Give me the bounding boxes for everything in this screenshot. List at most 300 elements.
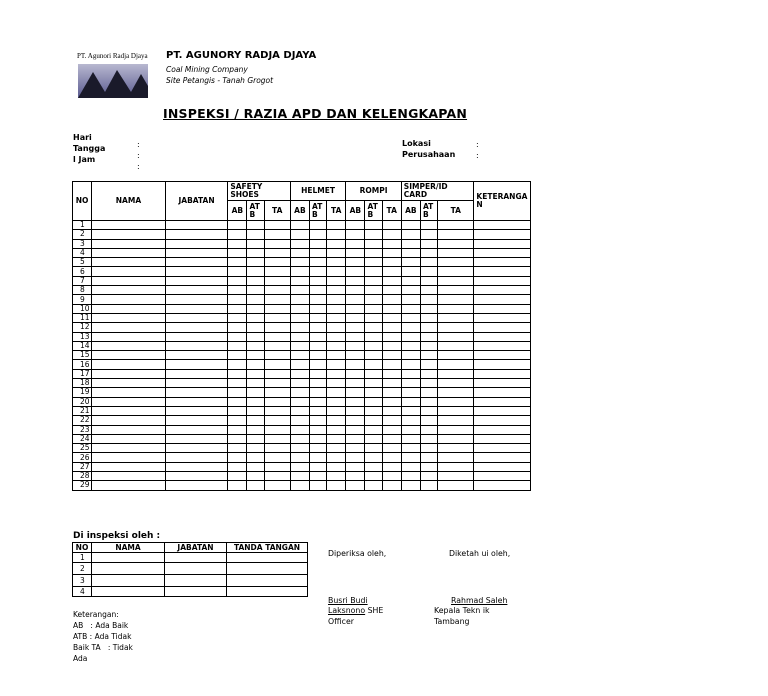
table-cell[interactable] [92,221,166,230]
table-cell[interactable] [92,304,166,313]
table-cell[interactable] [92,416,166,425]
table-cell[interactable] [346,286,365,295]
table-cell[interactable] [420,313,437,322]
table-cell[interactable] [310,351,327,360]
table-cell[interactable] [382,313,401,322]
table-cell[interactable] [438,267,474,276]
table-cell[interactable] [365,462,382,471]
table-cell[interactable] [474,276,531,285]
table-cell[interactable] [310,434,327,443]
table-cell[interactable] [310,323,327,332]
table-cell[interactable] [346,313,365,322]
table-cell[interactable] [438,230,474,239]
table-cell[interactable] [365,295,382,304]
table-cell[interactable] [165,248,228,257]
table-cell[interactable] [290,221,309,230]
table-cell[interactable] [92,286,166,295]
table-cell[interactable] [438,304,474,313]
table-cell[interactable] [401,434,420,443]
table-cell[interactable] [290,416,309,425]
table-cell[interactable] [401,388,420,397]
table-cell[interactable] [474,341,531,350]
table-cell[interactable] [438,276,474,285]
table-cell[interactable] [264,481,290,490]
table-cell[interactable] [228,351,247,360]
table-cell[interactable] [382,286,401,295]
table-cell[interactable] [290,360,309,369]
table-cell[interactable] [310,369,327,378]
table-cell[interactable] [228,481,247,490]
table-cell[interactable] [382,379,401,388]
table-cell[interactable] [401,444,420,453]
table-cell[interactable] [228,221,247,230]
table-cell[interactable] [365,239,382,248]
table-cell[interactable] [290,295,309,304]
table-cell[interactable] [420,472,437,481]
table-cell[interactable] [365,388,382,397]
table-cell[interactable] [228,323,247,332]
table-cell[interactable] [346,434,365,443]
table-cell[interactable] [290,286,309,295]
inspector-cell[interactable] [92,553,165,563]
table-cell[interactable] [401,221,420,230]
table-cell[interactable] [247,425,264,434]
table-cell[interactable] [346,221,365,230]
table-cell[interactable] [264,453,290,462]
table-cell[interactable] [228,444,247,453]
table-cell[interactable] [401,332,420,341]
table-cell[interactable] [401,239,420,248]
table-cell[interactable] [346,388,365,397]
table-cell[interactable] [310,444,327,453]
table-cell[interactable] [92,462,166,471]
table-cell[interactable] [382,434,401,443]
table-cell[interactable] [382,360,401,369]
table-cell[interactable] [327,323,346,332]
table-cell[interactable] [310,462,327,471]
table-cell[interactable] [474,323,531,332]
table-cell[interactable] [327,313,346,322]
table-cell[interactable] [165,397,228,406]
table-cell[interactable] [247,258,264,267]
table-cell[interactable] [346,276,365,285]
table-cell[interactable] [92,481,166,490]
table-cell[interactable] [247,230,264,239]
table-cell[interactable] [474,295,531,304]
inspector-cell[interactable] [227,553,308,563]
table-cell[interactable] [474,481,531,490]
table-cell[interactable] [438,221,474,230]
table-cell[interactable] [264,230,290,239]
table-cell[interactable] [165,267,228,276]
table-cell[interactable] [438,397,474,406]
table-cell[interactable] [401,341,420,350]
table-cell[interactable] [290,276,309,285]
table-cell[interactable] [165,406,228,415]
table-cell[interactable] [474,248,531,257]
table-cell[interactable] [365,258,382,267]
table-cell[interactable] [165,295,228,304]
table-cell[interactable] [474,397,531,406]
table-cell[interactable] [310,248,327,257]
table-cell[interactable] [290,425,309,434]
table-cell[interactable] [438,323,474,332]
table-cell[interactable] [438,360,474,369]
table-cell[interactable] [420,248,437,257]
table-cell[interactable] [438,239,474,248]
table-cell[interactable] [264,434,290,443]
table-cell[interactable] [92,434,166,443]
table-cell[interactable] [310,230,327,239]
table-cell[interactable] [474,472,531,481]
table-cell[interactable] [310,481,327,490]
table-cell[interactable] [365,351,382,360]
table-cell[interactable] [401,230,420,239]
inspector-cell[interactable] [165,563,227,575]
table-cell[interactable] [327,351,346,360]
table-cell[interactable] [92,379,166,388]
table-cell[interactable] [346,239,365,248]
table-cell[interactable] [382,267,401,276]
table-cell[interactable] [228,379,247,388]
table-cell[interactable] [327,388,346,397]
table-cell[interactable] [474,267,531,276]
table-cell[interactable] [420,416,437,425]
table-cell[interactable] [346,267,365,276]
table-cell[interactable] [165,351,228,360]
table-cell[interactable] [382,323,401,332]
table-cell[interactable] [401,248,420,257]
table-cell[interactable] [247,416,264,425]
table-cell[interactable] [264,258,290,267]
table-cell[interactable] [228,276,247,285]
table-cell[interactable] [346,341,365,350]
table-cell[interactable] [382,388,401,397]
table-cell[interactable] [228,416,247,425]
table-cell[interactable] [264,221,290,230]
table-cell[interactable] [438,472,474,481]
table-cell[interactable] [346,416,365,425]
table-cell[interactable] [401,379,420,388]
table-cell[interactable] [438,425,474,434]
table-cell[interactable] [92,444,166,453]
table-cell[interactable] [365,304,382,313]
table-cell[interactable] [247,472,264,481]
table-cell[interactable] [420,453,437,462]
table-cell[interactable] [247,351,264,360]
table-cell[interactable] [327,295,346,304]
table-cell[interactable] [420,425,437,434]
table-cell[interactable] [247,239,264,248]
table-cell[interactable] [228,453,247,462]
table-cell[interactable] [365,221,382,230]
table-cell[interactable] [474,351,531,360]
table-cell[interactable] [365,276,382,285]
table-cell[interactable] [247,332,264,341]
table-cell[interactable] [247,341,264,350]
table-cell[interactable] [165,313,228,322]
table-cell[interactable] [474,239,531,248]
table-cell[interactable] [228,258,247,267]
table-cell[interactable] [247,221,264,230]
table-cell[interactable] [247,276,264,285]
table-cell[interactable] [264,295,290,304]
table-cell[interactable] [474,425,531,434]
table-cell[interactable] [310,258,327,267]
table-cell[interactable] [92,388,166,397]
table-cell[interactable] [401,313,420,322]
table-cell[interactable] [346,425,365,434]
table-cell[interactable] [290,230,309,239]
inspector-cell[interactable] [165,553,227,563]
table-cell[interactable] [290,313,309,322]
table-cell[interactable] [474,221,531,230]
table-cell[interactable] [365,397,382,406]
table-cell[interactable] [228,434,247,443]
table-cell[interactable] [264,267,290,276]
table-cell[interactable] [264,472,290,481]
table-cell[interactable] [382,425,401,434]
table-cell[interactable] [365,341,382,350]
table-cell[interactable] [92,248,166,257]
table-cell[interactable] [247,304,264,313]
table-cell[interactable] [165,230,228,239]
table-cell[interactable] [165,304,228,313]
table-cell[interactable] [382,332,401,341]
table-cell[interactable] [310,295,327,304]
table-cell[interactable] [474,453,531,462]
table-cell[interactable] [310,453,327,462]
table-cell[interactable] [264,276,290,285]
table-cell[interactable] [401,481,420,490]
table-cell[interactable] [165,434,228,443]
table-cell[interactable] [401,323,420,332]
table-cell[interactable] [401,425,420,434]
table-cell[interactable] [346,230,365,239]
table-cell[interactable] [420,295,437,304]
table-cell[interactable] [382,239,401,248]
table-cell[interactable] [247,406,264,415]
table-cell[interactable] [165,425,228,434]
table-cell[interactable] [165,462,228,471]
table-cell[interactable] [382,351,401,360]
table-cell[interactable] [228,248,247,257]
table-cell[interactable] [290,258,309,267]
table-cell[interactable] [346,397,365,406]
table-cell[interactable] [346,444,365,453]
table-cell[interactable] [346,379,365,388]
table-cell[interactable] [401,453,420,462]
table-cell[interactable] [474,313,531,322]
table-cell[interactable] [346,360,365,369]
table-cell[interactable] [247,462,264,471]
table-cell[interactable] [165,221,228,230]
table-cell[interactable] [264,313,290,322]
table-cell[interactable] [165,341,228,350]
table-cell[interactable] [382,481,401,490]
table-cell[interactable] [92,230,166,239]
table-cell[interactable] [327,444,346,453]
table-cell[interactable] [438,481,474,490]
table-cell[interactable] [92,472,166,481]
inspector-cell[interactable] [92,587,165,597]
inspector-cell[interactable] [165,575,227,587]
table-cell[interactable] [346,481,365,490]
table-cell[interactable] [247,481,264,490]
table-cell[interactable] [327,416,346,425]
table-cell[interactable] [247,379,264,388]
table-cell[interactable] [264,248,290,257]
table-cell[interactable] [264,462,290,471]
table-cell[interactable] [327,453,346,462]
table-cell[interactable] [438,434,474,443]
table-cell[interactable] [247,360,264,369]
table-cell[interactable] [420,332,437,341]
table-cell[interactable] [382,472,401,481]
table-cell[interactable] [438,406,474,415]
table-cell[interactable] [438,444,474,453]
table-cell[interactable] [247,397,264,406]
table-cell[interactable] [228,397,247,406]
table-cell[interactable] [165,388,228,397]
table-cell[interactable] [228,462,247,471]
table-cell[interactable] [346,406,365,415]
table-cell[interactable] [474,332,531,341]
table-cell[interactable] [401,369,420,378]
table-cell[interactable] [382,295,401,304]
table-cell[interactable] [420,481,437,490]
table-cell[interactable] [365,323,382,332]
table-cell[interactable] [264,444,290,453]
table-cell[interactable] [438,369,474,378]
table-cell[interactable] [346,295,365,304]
table-cell[interactable] [247,323,264,332]
table-cell[interactable] [420,406,437,415]
table-cell[interactable] [438,313,474,322]
table-cell[interactable] [92,425,166,434]
table-cell[interactable] [165,379,228,388]
table-cell[interactable] [247,369,264,378]
table-cell[interactable] [228,230,247,239]
table-cell[interactable] [228,341,247,350]
table-cell[interactable] [310,406,327,415]
table-cell[interactable] [346,462,365,471]
table-cell[interactable] [165,453,228,462]
table-cell[interactable] [228,304,247,313]
table-cell[interactable] [247,248,264,257]
table-cell[interactable] [264,304,290,313]
table-cell[interactable] [401,360,420,369]
table-cell[interactable] [401,406,420,415]
table-cell[interactable] [247,286,264,295]
table-cell[interactable] [327,369,346,378]
table-cell[interactable] [310,416,327,425]
table-cell[interactable] [264,286,290,295]
table-cell[interactable] [310,221,327,230]
table-cell[interactable] [165,369,228,378]
table-cell[interactable] [474,258,531,267]
table-cell[interactable] [438,351,474,360]
table-cell[interactable] [310,379,327,388]
table-cell[interactable] [92,313,166,322]
table-cell[interactable] [401,286,420,295]
table-cell[interactable] [365,406,382,415]
table-cell[interactable] [327,248,346,257]
table-cell[interactable] [228,239,247,248]
table-cell[interactable] [165,416,228,425]
table-cell[interactable] [438,248,474,257]
table-cell[interactable] [420,379,437,388]
table-cell[interactable] [165,258,228,267]
table-cell[interactable] [92,406,166,415]
table-cell[interactable] [382,462,401,471]
table-cell[interactable] [310,472,327,481]
table-cell[interactable] [346,323,365,332]
table-cell[interactable] [92,369,166,378]
table-cell[interactable] [165,481,228,490]
table-cell[interactable] [346,248,365,257]
table-cell[interactable] [290,332,309,341]
table-cell[interactable] [264,406,290,415]
table-cell[interactable] [401,304,420,313]
inspector-cell[interactable] [227,563,308,575]
table-cell[interactable] [92,351,166,360]
table-cell[interactable] [92,360,166,369]
table-cell[interactable] [165,286,228,295]
table-cell[interactable] [420,323,437,332]
table-cell[interactable] [92,295,166,304]
table-cell[interactable] [382,406,401,415]
table-cell[interactable] [228,388,247,397]
table-cell[interactable] [165,239,228,248]
table-cell[interactable] [382,248,401,257]
table-cell[interactable] [420,351,437,360]
table-cell[interactable] [438,258,474,267]
table-cell[interactable] [327,434,346,443]
table-cell[interactable] [382,230,401,239]
inspector-cell[interactable] [227,587,308,597]
table-cell[interactable] [365,444,382,453]
table-cell[interactable] [310,388,327,397]
table-cell[interactable] [290,388,309,397]
table-cell[interactable] [382,258,401,267]
table-cell[interactable] [474,406,531,415]
table-cell[interactable] [327,462,346,471]
table-cell[interactable] [165,276,228,285]
table-cell[interactable] [327,341,346,350]
table-cell[interactable] [420,258,437,267]
table-cell[interactable] [420,230,437,239]
table-cell[interactable] [474,462,531,471]
table-cell[interactable] [92,276,166,285]
table-cell[interactable] [228,472,247,481]
table-cell[interactable] [327,258,346,267]
table-cell[interactable] [228,425,247,434]
table-cell[interactable] [382,369,401,378]
table-cell[interactable] [346,258,365,267]
table-cell[interactable] [165,323,228,332]
table-cell[interactable] [401,462,420,471]
table-cell[interactable] [401,276,420,285]
table-cell[interactable] [310,239,327,248]
table-cell[interactable] [420,221,437,230]
table-cell[interactable] [420,369,437,378]
table-cell[interactable] [327,286,346,295]
table-cell[interactable] [401,258,420,267]
table-cell[interactable] [401,267,420,276]
table-cell[interactable] [310,341,327,350]
table-cell[interactable] [382,276,401,285]
